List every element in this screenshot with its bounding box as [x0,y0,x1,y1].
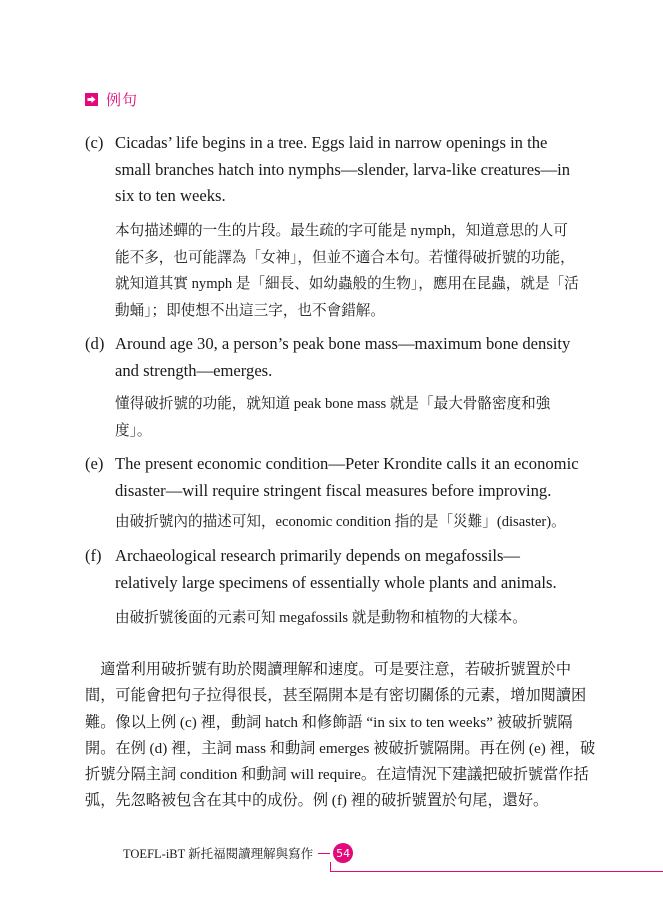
paragraph-line: 適當利用破折號有助於閱讀理解和速度。可是要注意，若破折號置於中 [85,661,571,678]
note-line: 由破折號內的描述可知，economic condition 指的是「災難」(disaster)。 [115,514,566,530]
example-d-note [115,391,585,444]
book-title: TOEFL-iBT 新托福閱讀理解與寫作 [123,847,314,861]
note-line: 本句描述蟬的一生的片段。最生疏的字可能是 nymph，知道意思的人可 [115,223,568,239]
note-line: 就知道其實 nymph 是「細長、如幼蟲般的生物」，應用在昆蟲，就是「活 [115,276,579,292]
example-line: Around age 30, a person’s peak bone mass—maximum bone density [115,334,571,353]
section-heading-label: 例句 [106,90,139,109]
footer-dash [318,853,330,854]
paragraph-line: 開。在例 (d) 裡，主詞 mass 和動詞 emerges 被破折號隔開。再在例 (e) 裡，破 [85,739,596,757]
paragraph-line: 弧，先忽略被包含在其中的成份。例 (f) 裡的破折號置於句尾，還好。 [85,792,549,810]
example-line: six to ten weeks. [115,186,226,205]
page-footer [123,843,353,863]
example-e-note [115,509,585,536]
paragraph-line: 間，可能會把句子拉得很長，甚至隔開本是有密切關係的元素，增加閱讀困 [85,687,587,705]
example-line: The present economic condition—Peter Krondite calls it an economic [115,454,579,473]
example-line: relatively large specimens of essentially whole plants and animals. [115,572,557,592]
arrow-right-icon [85,93,98,106]
example-f-note [115,605,585,632]
example-line: and strength—emerges. [115,360,273,380]
paragraph-line: 難。像以上例 (c) 裡，動詞 hatch 和修飾語 “in six to ten weeks” 被破折號隔 [85,713,573,731]
note-line: 懂得破折號的功能，就知道 peak bone mass 就是「最大骨骼密度和強 [115,396,551,412]
example-c-note [115,218,585,324]
page-number: 54 [333,843,353,863]
note-line: 動蛹」；即使想不出這三字，也不會錯解。 [115,302,385,319]
paragraph-line: 折號分隔主詞 condition 和動詞 will require。在這情況下建議把破折號當作括 [85,766,589,784]
example-tag: (e) [85,454,104,473]
example-line: disaster—will require stringent fiscal measures before improving. [115,480,552,500]
note-line: 度」。 [115,422,152,439]
example-line: Cicadas’ life begins in a tree. Eggs laid in narrow openings in the [115,133,548,152]
summary-paragraph [85,657,596,815]
example-tag: (f) [85,546,102,565]
note-line: 能不多，也可能譯為「女神」，但並不適合本句。若懂得破折號的功能， [115,249,575,266]
footer-rule-horizontal [330,871,663,872]
example-line: Archaeological research primarily depends on megafossils— [115,546,521,565]
section-heading [85,89,138,109]
note-line: 由破折號後面的元素可知 megafossils 就是動物和植物的大樣本。 [115,610,527,626]
example-tag: (c) [85,133,104,152]
example-line: small branches hatch into nymphs—slender, larva-like creatures—in [115,159,571,179]
example-tag: (d) [85,334,105,353]
